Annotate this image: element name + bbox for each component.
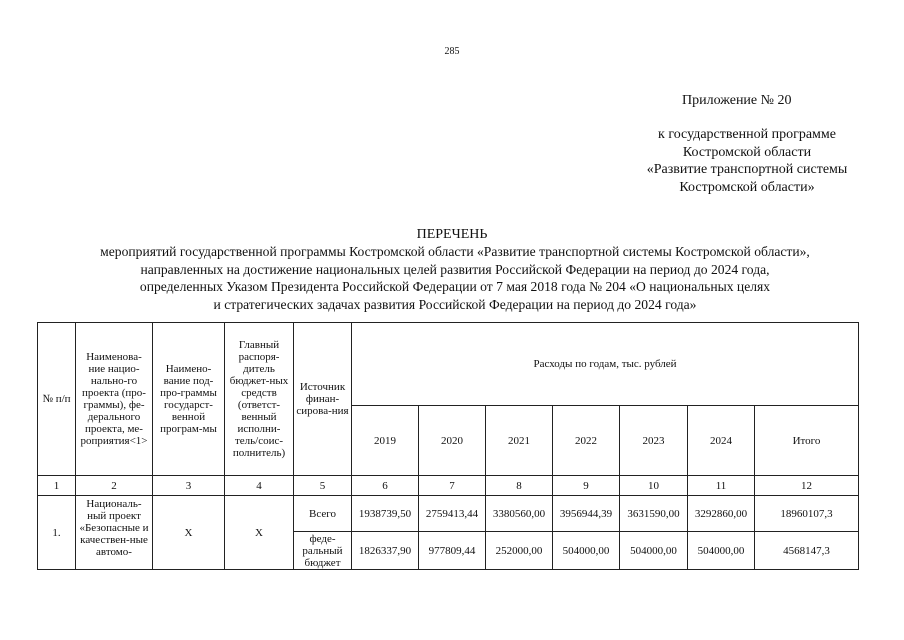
column-number: 5 — [294, 476, 352, 496]
value-cell: 977809,44 — [419, 532, 486, 570]
row-source: феде-ральный бюджет — [294, 532, 352, 570]
column-number: 3 — [153, 476, 225, 496]
value-cell: 504000,00 — [553, 532, 620, 570]
subtitle-line: определенных Указом Президента Российской Федерации от 7 мая 2018 года № 204 «О национальных целях — [139, 279, 771, 294]
program-line: «Развитие транспортной системы — [646, 162, 848, 177]
row-project-cell — [76, 496, 153, 570]
measures-table — [37, 322, 859, 570]
subtitle-line: мероприятий государственной программы Костромской области «Развитие транспортной системы Костромской области», — [100, 244, 810, 259]
header-source: Источник финан-сирова-ния — [294, 323, 352, 476]
header-expenses: Расходы по годам, тыс. рублей — [352, 323, 859, 406]
header-subprogram: Наимено-вание под-про-граммы государст-венной програм-мы — [153, 323, 225, 476]
column-number: 11 — [688, 476, 755, 496]
header-total: Итого — [755, 406, 859, 476]
column-number: 7 — [419, 476, 486, 496]
document-subtitle — [40, 243, 870, 313]
value-cell: 3292860,00 — [688, 496, 755, 532]
total-cell: 4568147,3 — [755, 532, 859, 570]
subtitle-line: и стратегических задачах развития Российской Федерации на период до 2024 года» — [213, 296, 697, 312]
header-year: 2019 — [352, 406, 419, 476]
value-cell: 252000,00 — [486, 532, 553, 570]
program-line: Костромской области — [682, 144, 812, 160]
header-year: 2021 — [486, 406, 553, 476]
column-number: 8 — [486, 476, 553, 496]
value-cell: 3380560,00 — [486, 496, 553, 532]
header-num: № п/п — [38, 323, 76, 476]
program-reference — [620, 126, 874, 196]
page-number: 285 — [444, 46, 460, 57]
program-line: к государственной программе — [658, 127, 836, 142]
column-number: 10 — [620, 476, 688, 496]
appendix-label: Приложение № 20 — [682, 93, 792, 108]
column-number-row — [38, 476, 859, 496]
value-cell: 3631590,00 — [620, 496, 688, 532]
header-manager: Главный распоря-дитель бюджет-ных средств (ответст-венный исполни-тель/соис-полнитель) — [225, 323, 294, 476]
column-number: 6 — [352, 476, 419, 496]
column-number: 2 — [76, 476, 153, 496]
row-manager: X — [225, 496, 294, 570]
row-number: 1. — [38, 496, 76, 570]
document-title: ПЕРЕЧЕНЬ — [416, 227, 488, 242]
row-source: Всего — [294, 496, 352, 532]
table-row — [38, 496, 859, 532]
column-number: 9 — [553, 476, 620, 496]
value-cell: 2759413,44 — [419, 496, 486, 532]
header-year: 2024 — [688, 406, 755, 476]
row-subprogram: X — [153, 496, 225, 570]
header-project: Наименова-ние нацио-нально-го проекта (про-граммы), фе-дерального проекта, ме-роприятия<1> — [76, 323, 153, 476]
header-row-top — [38, 323, 859, 406]
header-year: 2023 — [620, 406, 688, 476]
value-cell: 3956944,39 — [553, 496, 620, 532]
subtitle-line: направленных на достижение национальных целей развития Российской Федерации на период до 2024 года, — [140, 261, 770, 277]
value-cell: 1938739,50 — [352, 496, 419, 532]
value-cell: 504000,00 — [620, 532, 688, 570]
value-cell: 1826337,90 — [352, 532, 419, 570]
header-year: 2020 — [419, 406, 486, 476]
total-cell: 18960107,3 — [755, 496, 859, 532]
column-number: 4 — [225, 476, 294, 496]
header-year: 2022 — [553, 406, 620, 476]
value-cell: 504000,00 — [688, 532, 755, 570]
row-project: Националь-ный проект «Безопасные и качествен-ные автомо- — [79, 498, 149, 558]
column-number: 12 — [755, 476, 859, 496]
column-number: 1 — [38, 476, 76, 496]
program-line: Костромской области» — [679, 179, 815, 195]
